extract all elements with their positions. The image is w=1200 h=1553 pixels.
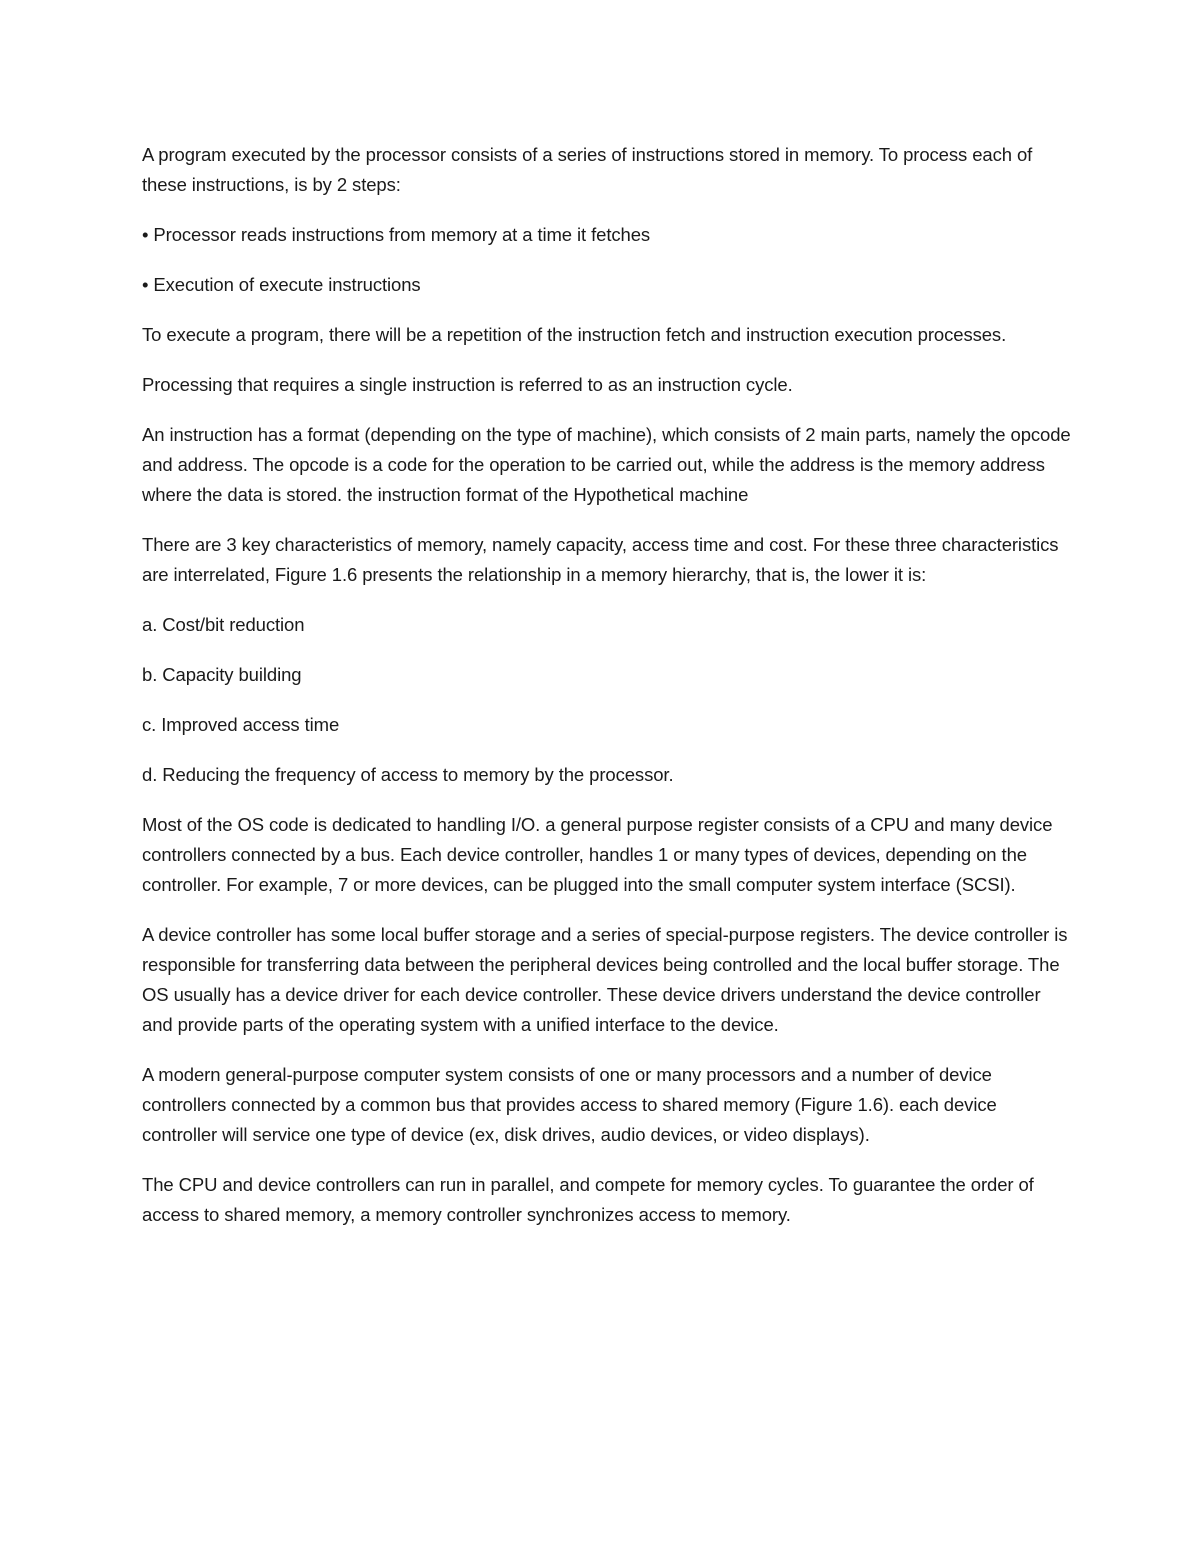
paragraph-instruction-cycle: Processing that requires a single instruction is referred to as an instruction cycle. xyxy=(142,374,793,395)
paragraph-os-io: Most of the OS code is dedicated to handling I/O. a general purpose register consists of a CPU and many device controllers connected by a bus. Each device controller, handles 1 or many types of devices, depending on the controller. For example, 7 or more devices, can be plugged into the small computer system interface (SCSI). xyxy=(142,814,1053,895)
document-body xyxy=(142,140,1072,1250)
list-item-c: c. Improved access time xyxy=(142,714,340,735)
paragraph-device-controller: A device controller has some local buffer storage and a series of special-purpose registers. The device controller is responsible for transferring data between the peripheral devices being controlled and the local buffer storage. The OS usually has a device driver for each device controller. These device drivers understand the device controller and provide parts of the operating system with a unified interface to the device. xyxy=(142,924,1068,1035)
list-item-b: b. Capacity building xyxy=(142,664,302,685)
paragraph-modern-system: A modern general-purpose computer system consists of one or many processors and a number of device controllers connected by a common bus that provides access to shared memory (Figure 1.6). each device controller will service one type of device (ex, disk drives, audio devices, or video displays). xyxy=(142,1064,997,1145)
list-item-a: a. Cost/bit reduction xyxy=(142,614,305,635)
bullet-fetch: • Processor reads instructions from memory at a time it fetches xyxy=(142,224,651,245)
paragraph-memory-characteristics: There are 3 key characteristics of memory, namely capacity, access time and cost. For these three characteristics are interrelated, Figure 1.6 presents the relationship in a memory hierarchy, that is, the lower it is: xyxy=(142,534,1059,585)
bullet-execute: • Execution of execute instructions xyxy=(142,274,421,295)
paragraph-repetition: To execute a program, there will be a repetition of the instruction fetch and instruction execution processes. xyxy=(142,324,1007,345)
paragraph-instruction-format: An instruction has a format (depending on the type of machine), which consists of 2 main parts, namely the opcode and address. The opcode is a code for the operation to be carried out, while the address is the memory address where the data is stored. the instruction format of the Hypothetical machine xyxy=(142,424,1071,505)
list-item-d: d. Reducing the frequency of access to memory by the processor. xyxy=(142,764,674,785)
paragraph-program-execution: A program executed by the processor consists of a series of instructions stored in memory. To process each of these instructions, is by 2 steps: xyxy=(142,144,1033,195)
paragraph-cpu-parallel: The CPU and device controllers can run in parallel, and compete for memory cycles. To guarantee the order of access to shared memory, a memory controller synchronizes access to memory. xyxy=(142,1174,1034,1225)
